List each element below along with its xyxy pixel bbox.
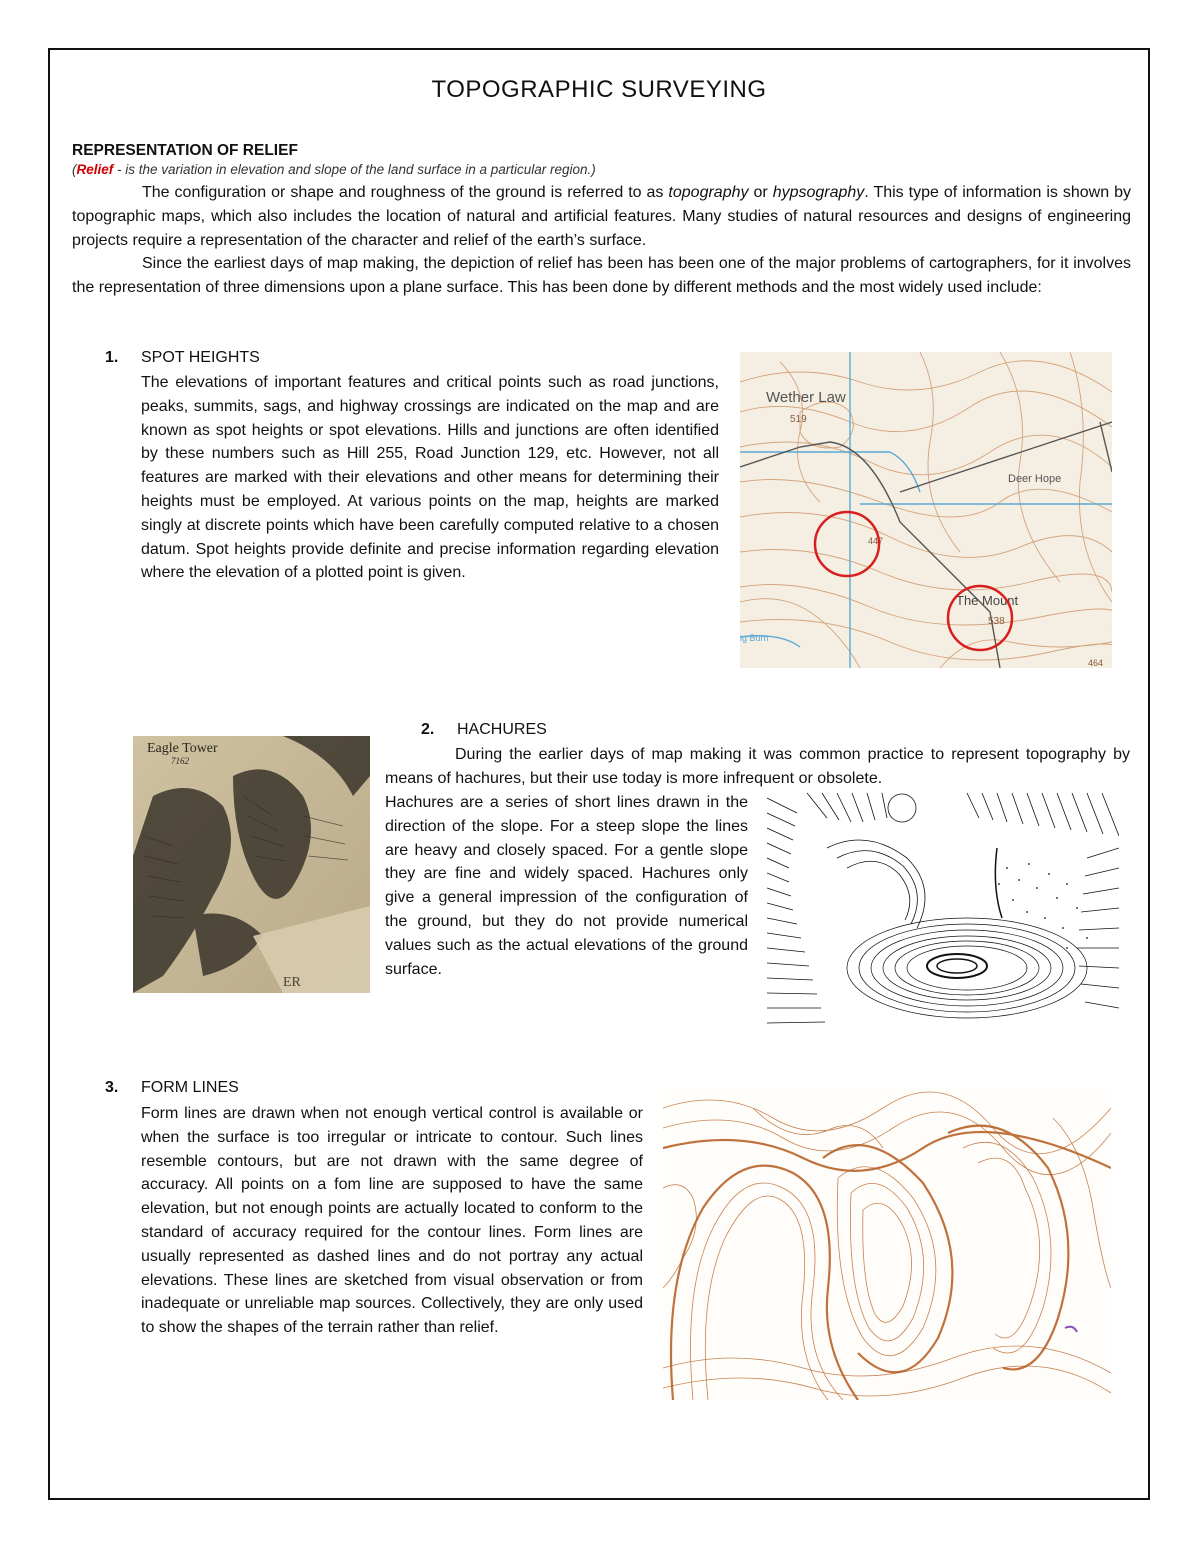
note-term: Relief [76, 162, 114, 177]
para1-term-topography: topography [668, 184, 749, 201]
intro-paragraphs [72, 181, 1131, 300]
para1-text-c: . This type of information is shown by topographic maps, which also includes the location of natural and artificial features. Many studies of natural resources and designs of engineering projects require a representation of the character and relief of the earth’s surface. [72, 184, 1132, 249]
item-number: 2. [421, 721, 435, 738]
intro-paragraph-2: Since the earliest days of map making, the depiction of relief has been has been one of the major problems of cartographers, for it involves the representation of three dimensions upon a plane surface. This has been done by different methods and the most widely used include: [72, 255, 1131, 297]
item-hachures-text-narrow: Hachures are a series of short lines drawn in the direction of the slope. For a steep slope the lines are heavy and closely spaced. For a gentle slope they are fine and widely spaced. Hachures only give a general impression of the configuration of the ground, but they do not provide numerical values such as the actual elevations of the ground surface. [385, 794, 748, 978]
item-hachures-text-wide: During the earlier days of map making it was common practice to represent topography by means of hachures, but their use today is more infrequent or obsolete. [385, 746, 1130, 787]
label-the-mount: The Mount [956, 593, 1019, 608]
item-form-lines-text: Form lines are drawn when not enough vertical control is available or when the surface is too irregular or intricate to contour. Such lines resemble contours, but are not drawn with the same degree of accuracy. All points on a fom line are supposed to have the same elevation, but not enough points are actually located to conform to the standard of accuracy required for the contour lines. Form lines are usually represented as dashed lines and do not portray any actual elevations. These lines are sketched from visual observation or from inadequate or unreliable map sources. Collectively, they are only used to show the shapes of the terrain rather than relief. [141, 1105, 643, 1337]
page-title: TOPOGRAPHIC SURVEYING [431, 76, 767, 103]
item-heading-text: SPOT HEIGHTS [141, 349, 260, 366]
old-map-label: Eagle Tower [147, 741, 218, 756]
old-hachure-map-figure [133, 736, 370, 993]
page-frame [48, 48, 1150, 1500]
old-map-height: 7162 [171, 756, 189, 766]
item-hachures-heading [421, 721, 547, 739]
label-wether-law: Wether Law [766, 389, 846, 406]
old-map-corner-label: ER [283, 975, 301, 990]
para1-text-a: The configuration or shape and roughness of the ground is referred to as [142, 184, 669, 201]
label-height-464: 464 [1088, 658, 1104, 668]
item-number: 3. [105, 1079, 119, 1096]
item-heading-text: FORM LINES [141, 1079, 239, 1096]
hachure-illustration [767, 788, 1119, 1028]
old-hachure-map [133, 736, 370, 993]
item-spot-heights-text: The elevations of important features and critical points such as road junctions, peaks, summits, sags, and highway crossings are indicated on the map and are known as spot heights or spot elevations. Hills and junctions are often identified by these numbers such as Hill 255, Road Junction 129, etc. However, not all features are marked with their elevations and other means for determining their heights must be employed. At various points on the map, heights are marked singly at discrete points which have been carefully computed relative to a chosen datum. Spot heights provide definite and precise information regarding elevation where the elevation of a plotted point is given. [141, 374, 719, 582]
item-form-lines-heading [105, 1079, 239, 1097]
spot-heights-map-figure [740, 352, 1112, 668]
intro-paragraph-1 [72, 181, 1131, 252]
form-lines-map-figure [663, 1088, 1111, 1400]
hachure-illustration-figure [767, 788, 1119, 1028]
label-burn: ig Burn [740, 633, 769, 643]
section-heading: REPRESENTATION OF RELIEF [72, 142, 298, 159]
item-spot-heights-heading [105, 349, 260, 367]
form-lines-map [663, 1088, 1111, 1400]
spot-heights-map [740, 352, 1112, 668]
para1-term-hypsography: hypsography [772, 184, 865, 201]
relief-definition-note [72, 162, 596, 177]
item-heading-text: HACHURES [457, 721, 547, 738]
label-height-538: 538 [988, 616, 1005, 627]
note-paren: ( [72, 162, 77, 177]
label-height-447: 447 [868, 536, 884, 546]
item-number: 1. [105, 349, 119, 366]
label-height-519: 519 [790, 414, 807, 425]
label-deer-hope: Deer Hope [1008, 473, 1062, 485]
note-rest: - is the variation in elevation and slope of the land surface in a particular region.) [113, 162, 596, 177]
para1-text-b: or [748, 184, 773, 201]
